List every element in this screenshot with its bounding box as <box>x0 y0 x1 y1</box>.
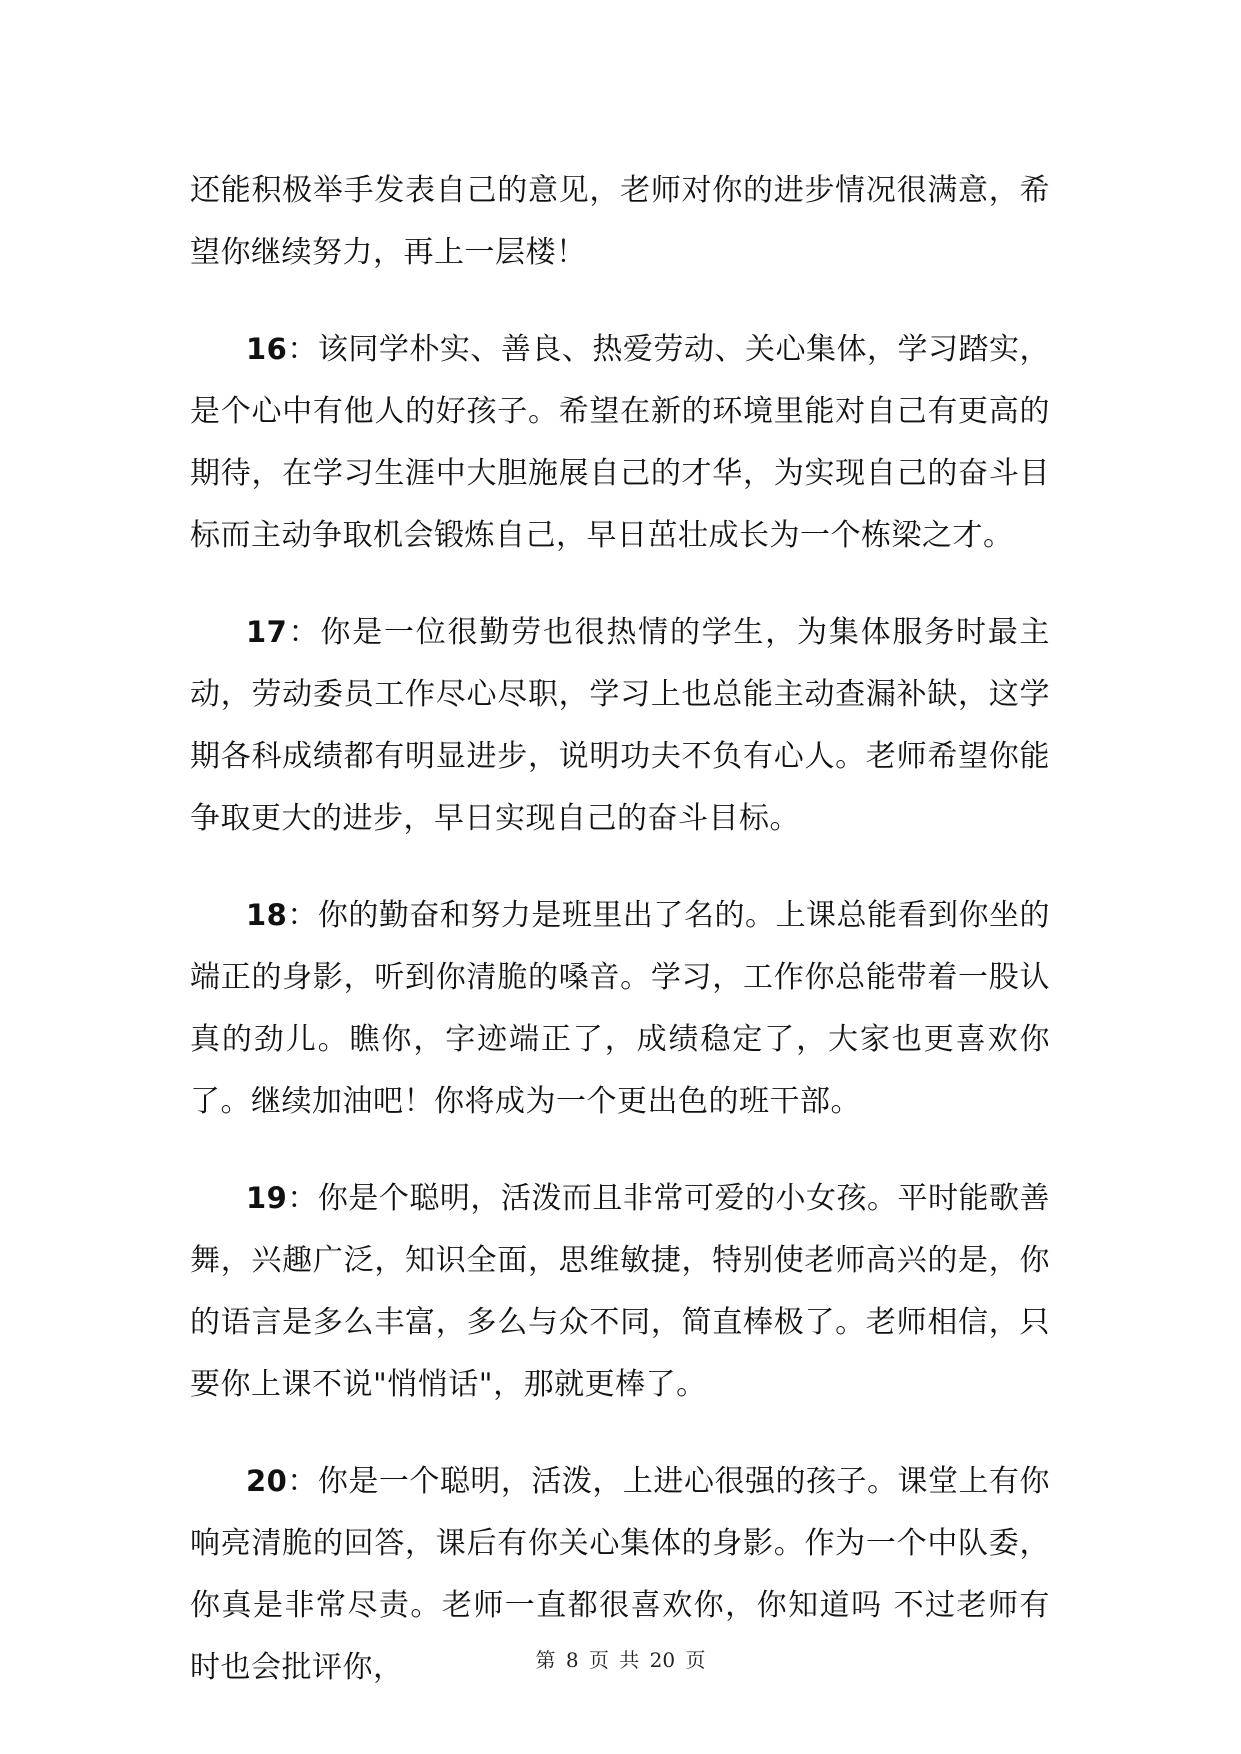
page-footer <box>0 1644 1241 1673</box>
paragraph-number: 20 <box>246 1464 288 1498</box>
paragraph-17 <box>190 601 1050 850</box>
paragraph-text: 还能积极举手发表自己的意见，老师对你的进步情况很满意，希望你继续努力，再上一层楼！ <box>190 173 1050 270</box>
paragraph-number: 18 <box>246 898 288 932</box>
paragraph-number: 19 <box>246 1181 288 1215</box>
page-number-label: 第 8 页 共 20 页 <box>535 1648 706 1672</box>
paragraph-19 <box>190 1167 1050 1416</box>
paragraph-continued <box>190 160 1050 284</box>
paragraph-18 <box>190 884 1050 1133</box>
paragraph-16 <box>190 318 1050 567</box>
paragraph-text: ：你是一个聪明，活泼，上进心很强的孩子。课堂上有你响亮清脆的回答，课后有你关心集体的身影。作为一个中队委，你真是非常尽责。老师一直都很喜欢你，你知道吗 不过老师有时也会批评你， <box>190 1464 1050 1685</box>
paragraph-text: ：你的勤奋和努力是班里出了名的。上课总能看到你坐的端正的身影，听到你清脆的嗓音。学习，工作你总能带着一股认真的劲儿。瞧你，字迹端正了，成绩稳定了，大家也更喜欢你了。继续加油吧！你将成为一个更出色的班干部。 <box>190 898 1050 1119</box>
document-body <box>190 160 1050 1733</box>
paragraph-text: ：该同学朴实、善良、热爱劳动、关心集体，学习踏实，是个心中有他人的好孩子。希望在新的环境里能对自己有更高的期待，在学习生涯中大胆施展自己的才华，为实现自己的奋斗目标而主动争取机会锻炼自己，早日茁壮成长为一个栋梁之才。 <box>190 332 1050 553</box>
paragraph-number: 16 <box>246 332 288 366</box>
paragraph-text: ：你是个聪明，活泼而且非常可爱的小女孩。平时能歌善舞，兴趣广泛，知识全面，思维敏捷，特别使老师高兴的是，你的语言是多么丰富，多么与众不同，简直棒极了。老师相信，只要你上课不说"悄悄话"，那就更棒了。 <box>190 1181 1050 1402</box>
paragraph-text: ：你是一位很勤劳也很热情的学生，为集体服务时最主动，劳动委员工作尽心尽职，学习上也总能主动查漏补缺，这学期各科成绩都有明显进步，说明功夫不负有心人。老师希望你能争取更大的进步，早日实现自己的奋斗目标。 <box>190 615 1050 836</box>
paragraph-number: 17 <box>246 615 288 649</box>
